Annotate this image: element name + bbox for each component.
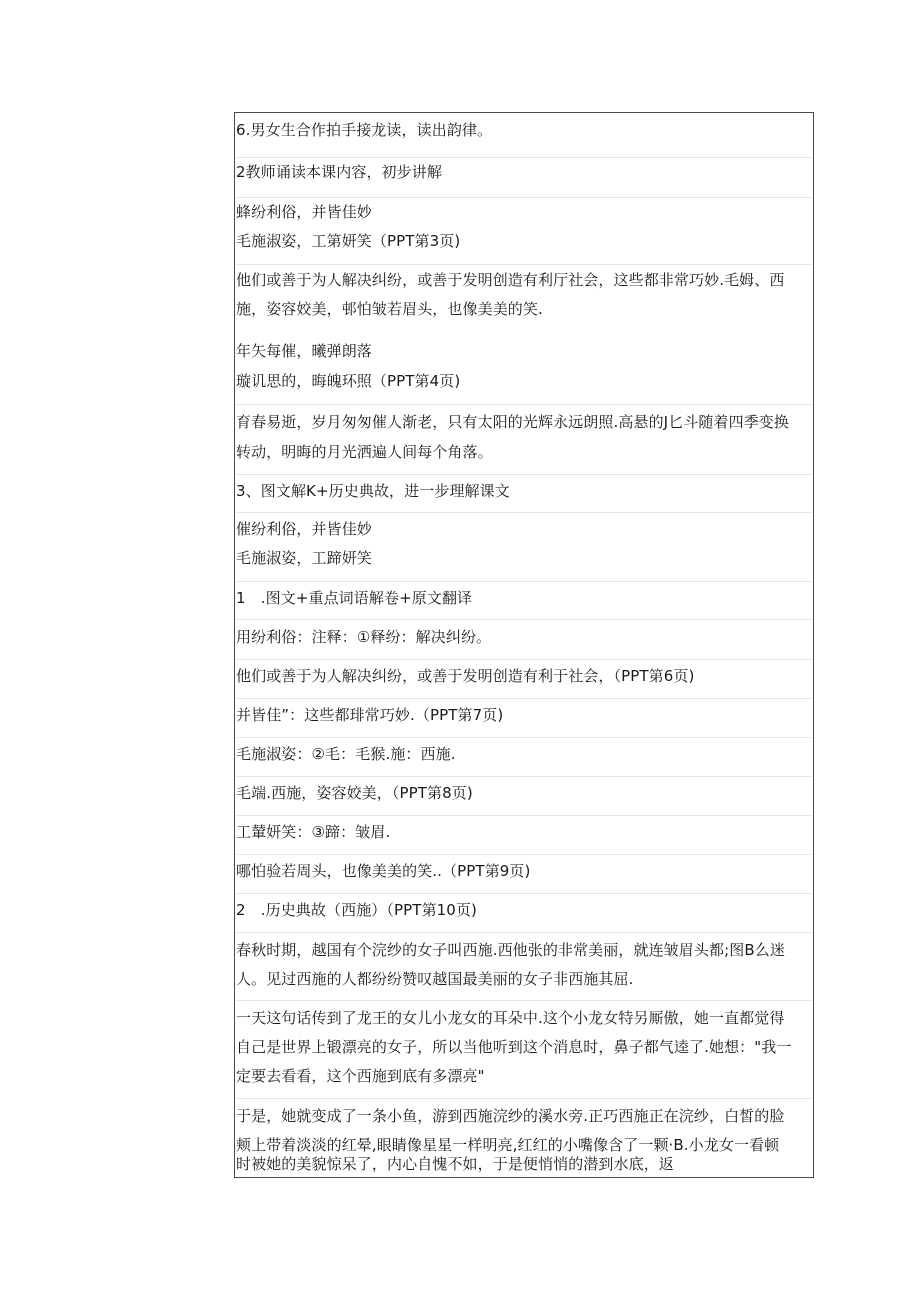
text-line-translation-ppt7: 并皆佳”：这些都琲常巧妙.（PPT第7页) bbox=[236, 706, 504, 724]
text-line-story: 一天这句话传到了龙王的女儿小龙女的耳朵中.这个小龙女特另厮傲，她一直都觉得 bbox=[236, 1009, 785, 1027]
text-line-story: 于是，她就变成了一条小鱼，游到西施浣纱的溪水旁.正巧西施正在浣纱，白皙的脸 bbox=[236, 1107, 785, 1125]
text-line-annotation: 毛施淑姿：②毛：毛猴.施：西施. bbox=[236, 745, 456, 763]
row-divider bbox=[236, 698, 812, 699]
text-line-translation-ppt8: 毛端.西施，姿容姣美，（PPT第8页) bbox=[236, 784, 473, 802]
text-line-explanation: 转动，明晦的月光洒遍人间每个角落。 bbox=[236, 443, 493, 461]
text-line-verse: 蜂纷利俗，并皆佳妙 bbox=[236, 203, 372, 221]
text-line-subsection-1: 1 .图文+重点词语解卷+原文翻译 bbox=[236, 589, 473, 607]
text-line-story: 时被她的美貌惊呆了，内心自愧不如，于是便悄悄的潜到水底，返 bbox=[236, 1155, 674, 1173]
text-line-story: 春秋时期，越国有个浣纱的女子叫西施.西他张的非常美丽，就连皱眉头都;图B么迷 bbox=[236, 941, 785, 959]
text-line-translation-ppt6: 他们或善于为人解决纠纷，或善于发明创造有利于社会，（PPT第6页) bbox=[236, 667, 695, 685]
text-line-step-3-heading: 3、图文解K+历史典故，进一步理解课文 bbox=[236, 482, 510, 500]
row-divider bbox=[236, 1098, 812, 1099]
text-line-verse-ppt3: 毛施淑姿，工第妍笑（PPT第3页) bbox=[236, 232, 461, 250]
text-line-annotation: 用纷利俗：注释：①释纷：解决纠纷。 bbox=[236, 628, 492, 646]
text-line-verse-ppt4: 璇讥思的，晦魄环照（PPT第4页) bbox=[236, 372, 461, 390]
row-divider bbox=[236, 512, 812, 513]
text-line-subsection-2: 2 .历史典故（西施）（PPT第10页) bbox=[236, 901, 478, 919]
row-divider bbox=[236, 619, 812, 620]
text-line-story: 人。见过西施的人都纷纷赞叹越国最美丽的女子非西施其屈. bbox=[236, 970, 634, 988]
text-line-translation-ppt9: 哪怕验若周头，也像美美的笑..（PPT第9页) bbox=[236, 862, 531, 880]
text-line-annotation: 工輦妍笑：③蹄：皱眉. bbox=[236, 823, 391, 841]
text-line-activity-6: 6.男女生合作拍手接龙读，读出韵律。 bbox=[236, 121, 493, 139]
text-line-story: 颊上带着淡淡的红晕,眼睛像星星一样明亮,红红的小嘴像含了一颗·B.小龙女一看顿 bbox=[236, 1136, 780, 1154]
row-divider bbox=[236, 581, 812, 582]
text-line-verse: 催纷利俗，并皆佳妙 bbox=[236, 520, 372, 538]
row-divider bbox=[236, 264, 812, 265]
text-line-explanation: 施，姿容姣美，邨怕皱若眉头，也像美美的笑. bbox=[236, 300, 543, 318]
row-divider bbox=[236, 737, 812, 738]
text-line-step-2-heading: 2教师诵读本课内容，初步讲解 bbox=[236, 163, 442, 181]
row-divider bbox=[236, 659, 812, 660]
row-divider bbox=[236, 932, 812, 933]
row-divider bbox=[236, 815, 812, 816]
text-line-explanation: 育春易逝，岁月匆匆催人渐老，只有太阳的光辉永远朗照.高悬的J匕斗随着四季变换 bbox=[236, 413, 789, 431]
text-line-story: 定要去看看，这个西施到底有多漂亮" bbox=[236, 1067, 485, 1085]
text-line-verse: 年矢每催，曦弹朗落 bbox=[236, 342, 372, 360]
row-divider bbox=[236, 854, 812, 855]
row-divider bbox=[236, 776, 812, 777]
text-line-explanation: 他们或善于为人解决纠纷，或善于发明创造有利厅社会，这些都非常巧妙.毛姆、西 bbox=[236, 271, 785, 289]
text-line-verse: 毛施淑姿，工蹄妍笑 bbox=[236, 549, 372, 567]
row-divider bbox=[236, 474, 812, 475]
row-divider bbox=[236, 893, 812, 894]
text-line-story: 自己是世界上锻漂亮的女子，所以当他听到这个消息时，鼻子都气逵了.她想："我一 bbox=[236, 1038, 792, 1056]
row-divider bbox=[236, 1000, 812, 1001]
row-divider bbox=[236, 404, 812, 405]
